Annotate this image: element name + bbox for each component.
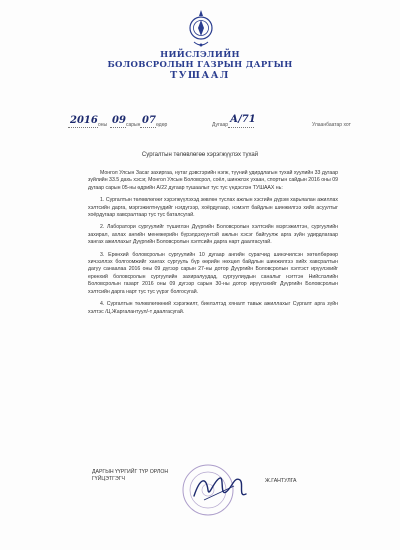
handwritten-signature-icon [190,470,250,506]
date-year: 2016 [70,115,98,126]
date-day-line [140,127,156,128]
paragraph-1: 1. Сургалтын төлөвлөгөөг хэрэгжүүлэхэд зөвлөн туслах ажлын хэсгийн дүрэм харьяалан ажиллах хэлтсийн дарга, мэргэжилтнүүдийг нэгдүгээр, хоёрдугаар, нэмэлт байдлын шинжилгээ хийх асуултыг хоёрдугаар хавсралтаар тус тус баталсугай. [88,197,338,219]
date-year-line [68,127,98,128]
paragraph-3: 3. Ерөнхий боловсролын сургуулийн 10 дугаар ангийн сурагчид шинэчилсэн хөтөлбөрөөр хичээллэх болгоомжийг хангах сургууль бүр өөрийн нөхцөл байдлын шинжилгээ хийх хавсралтын дагуу санаалаа 2016 оны 09 дүгээр сарын 27-ны дотор Дүүргийн Боловсролын хэлтэст ирүүлэхийг ерөнхий боловсролын сургуулийн захиралуудад, сургуулиудын саналыг нэгтгэн Нийслэлийн Боловсролын газарт 2016 оны 09 дүгээр сарын 30-ны дотор ирүүлэхийг Дүүргийн Боловсролын хэлтсийн дарга нарт тус тус үүрэг болгосугай. [88,251,338,295]
header-line-1: НИЙСЛЭЛИЙН [160,50,240,60]
order-body [88,170,338,321]
date-day-suffix: өдөр [156,122,168,128]
order-number: А/71 [230,114,256,125]
date-month: 09 [112,115,126,126]
order-number-label: Дугаар [212,122,229,128]
state-emblem-icon [188,6,214,50]
signer-title-line-2: ГҮЙЦЭТГЭГЧ [92,475,125,482]
date-year-suffix: оны [98,122,108,128]
city-label: Улаанбаатар хот [312,122,351,128]
order-subject: Сургалтын төлөвлөгөө хэрэгжүүлэх тухай [141,152,259,158]
paragraph-2: 2. Лаборатори сургуулийг түшиглэн Дүүргийн Боловсролын хэлтсийн мэргэжилтэн, сургуулийн захирал, ахлах ангийн менежерийн бүрэлдэхүүнтэй ажлын хэсэг байгуулж арга зүйн удирдлагаар хангах ажиллахыг Дүүргийн Боловсролын хэлтсийн дарга нарт даалгасугай. [88,224,338,246]
header-line-3: ТУШААЛ [170,70,230,81]
date-month-suffix: сарын [126,122,141,128]
order-number-line [228,127,254,128]
paragraph-4: 4. Сургалтын төлөвлөгөөний хэрэгжилт, биелэлтэд хяналт тавьж ажиллахыг Сургалт арга зүйн хэлтэс /Ц.Жаргалантуул/-т даалгасугай. [88,301,338,315]
date-month-line [110,127,126,128]
date-day: 07 [142,115,156,126]
header-line-2: БОЛОВСРОЛЫН ГАЗРЫН ДАРГЫН [107,60,293,70]
signer-name: Ж.ГАНТУЛГА [265,478,297,484]
paragraph-intro: Монгол Улсын Засаг захиргаа, нутаг дэвсгэрийн нэгж, түүний удирдлагын тухай хуулийн 33 дугаар зүйлийн 33.5 дахь хэсэг, Монгол Улсын Боловсрол, соёл, шинжлэх ухаан, спортын сайдын 2016 оны 09 дугаар сарын 05-ны өдрийн А/22 дугаар тушаалыг тус тус үндэслэн ТУШААХ нь: [88,170,338,191]
signer-title-line-1: ДАРГЫН ҮҮРГИЙГ ТҮР ОРЛОН [92,469,169,475]
